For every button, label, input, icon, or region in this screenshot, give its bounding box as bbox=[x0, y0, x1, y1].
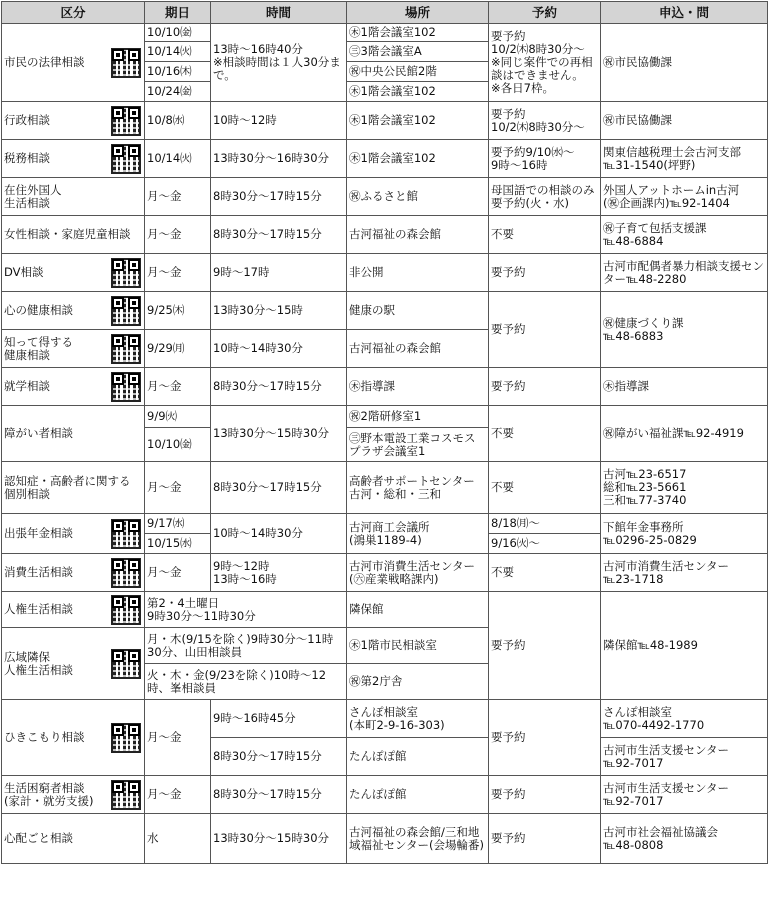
qr-code-icon[interactable] bbox=[111, 106, 141, 136]
category-poverty: 生活困窮者相談 (家計・就労支援) bbox=[2, 776, 145, 814]
category-worry: 心配ごと相談 bbox=[2, 814, 145, 864]
category-human-rights: 人権生活相談 bbox=[2, 592, 145, 628]
qr-code-icon[interactable] bbox=[111, 595, 141, 625]
category-foreign-residents: 在住外国人 生活相談 bbox=[2, 178, 145, 216]
header-contact: 申込・問 bbox=[601, 2, 768, 24]
reservation-cell: 不要 bbox=[489, 216, 601, 254]
consultation-table bbox=[1, 1, 768, 864]
reservation-cell: 要予約 10/2㈭8時30分～ ※同じ案件での再相談はできません。 ※各日7枠。 bbox=[489, 24, 601, 102]
contact-cell: 古河℡23-6517 総和℡23-5661 三和℡77-3740 bbox=[601, 462, 768, 514]
category-dementia: 認知症・高齢者に関する 個別相談 bbox=[2, 462, 145, 514]
date-cell: 10/16㈭ bbox=[145, 62, 211, 82]
time-cell: 8時30分～17時15分 bbox=[211, 216, 347, 254]
contact-cell: 隣保館℡48-1989 bbox=[601, 592, 768, 700]
qr-code-icon[interactable] bbox=[111, 144, 141, 174]
qr-code-icon[interactable] bbox=[111, 649, 141, 679]
date-cell: 月～金 bbox=[145, 216, 211, 254]
date-cell: 9/25㈭ bbox=[145, 292, 211, 330]
reservation-cell: 要予約 bbox=[489, 700, 601, 776]
place-cell: 古河福祉の森会館 bbox=[347, 216, 489, 254]
qr-code-icon[interactable] bbox=[111, 258, 141, 288]
date-cell: 10/14㈫ bbox=[145, 140, 211, 178]
reservation-cell: 要予約 bbox=[489, 292, 601, 368]
contact-cell: 下館年金事務所 ℡0296-25-0829 bbox=[601, 514, 768, 554]
reservation-cell: 要予約 10/2㈭8時30分～ bbox=[489, 102, 601, 140]
category-tax: 税務相談 bbox=[2, 140, 145, 178]
reservation-cell: 不要 bbox=[489, 406, 601, 462]
datetime-cell: 第2・4土曜日 9時30分～11時30分 bbox=[145, 592, 347, 628]
time-cell: 10時～14時30分 bbox=[211, 330, 347, 368]
header-category: 区分 bbox=[2, 2, 145, 24]
reservation-cell: 不要 bbox=[489, 554, 601, 592]
contact-cell: 古河市配偶者暴力相談支援センター℡48-2280 bbox=[601, 254, 768, 292]
contact-cell: ㊗市民協働課 bbox=[601, 102, 768, 140]
place-cell: 非公開 bbox=[347, 254, 489, 292]
reservation-cell: 要予約 bbox=[489, 814, 601, 864]
reservation-cell: 9/16㈫～ bbox=[489, 534, 601, 554]
place-cell: 健康の駅 bbox=[347, 292, 489, 330]
date-cell: 10/15㈬ bbox=[145, 534, 211, 554]
contact-cell: ㊗子育て包括支援課 ℡48-6884 bbox=[601, 216, 768, 254]
place-cell: たんぽぽ館 bbox=[347, 776, 489, 814]
place-cell: ㊗2階研修室1 bbox=[347, 406, 489, 428]
category-mental-health: 心の健康相談 bbox=[2, 292, 145, 330]
time-cell: 8時30分～17時15分 bbox=[211, 368, 347, 406]
place-cell: ㊗中央公民館2階 bbox=[347, 62, 489, 82]
reservation-cell: 不要 bbox=[489, 462, 601, 514]
time-cell: 8時30分～17時15分 bbox=[211, 462, 347, 514]
datetime-cell: 火・木・金(9/23を除く)10時～12時、峯相談員 bbox=[145, 664, 347, 700]
time-cell: 8時30分～17時15分 bbox=[211, 738, 347, 776]
date-cell: 月～金 bbox=[145, 776, 211, 814]
place-cell: 隣保館 bbox=[347, 592, 489, 628]
category-dv: DV相談 bbox=[2, 254, 145, 292]
time-cell: 13時30分～15時30分 bbox=[211, 406, 347, 462]
time-cell: 10時～14時30分 bbox=[211, 514, 347, 554]
time-cell: 9時～12時 13時～16時 bbox=[211, 554, 347, 592]
header-date: 期日 bbox=[145, 2, 211, 24]
place-cell: 古河福祉の森会館 bbox=[347, 330, 489, 368]
contact-cell: 古河市生活支援センター ℡92-7017 bbox=[601, 776, 768, 814]
category-disability: 障がい者相談 bbox=[2, 406, 145, 462]
contact-cell: ㊍指導課 bbox=[601, 368, 768, 406]
reservation-cell: 要予約 bbox=[489, 368, 601, 406]
time-cell: 13時～16時40分 ※相談時間は１人30分まで。 bbox=[211, 24, 347, 102]
place-cell: ㊍1階会議室102 bbox=[347, 102, 489, 140]
place-cell: ㊍1階市民相談室 bbox=[347, 628, 489, 664]
date-cell: 月～金 bbox=[145, 368, 211, 406]
date-cell: 月～金 bbox=[145, 554, 211, 592]
header-row bbox=[2, 2, 768, 24]
header-place: 場所 bbox=[347, 2, 489, 24]
time-cell: 8時30分～17時15分 bbox=[211, 178, 347, 216]
time-cell: 13時30分～15時30分 bbox=[211, 814, 347, 864]
place-cell: ㊍1階会議室102 bbox=[347, 82, 489, 102]
qr-code-icon[interactable] bbox=[111, 558, 141, 588]
place-cell: さんぽ相談室 (本町2-9-16-303) bbox=[347, 700, 489, 738]
date-cell: 月～金 bbox=[145, 462, 211, 514]
date-cell: 9/29㈪ bbox=[145, 330, 211, 368]
reservation-cell: 要予約 bbox=[489, 254, 601, 292]
time-cell: 13時30分～16時30分 bbox=[211, 140, 347, 178]
category-school: 就学相談 bbox=[2, 368, 145, 406]
qr-code-icon[interactable] bbox=[111, 519, 141, 549]
qr-code-icon[interactable] bbox=[111, 372, 141, 402]
reservation-cell: 要予約 bbox=[489, 776, 601, 814]
place-cell: 古河商工会議所 (鴻巣1189-4) bbox=[347, 514, 489, 554]
contact-cell: 古河市社会福祉協議会 ℡48-0808 bbox=[601, 814, 768, 864]
contact-cell: ㊗市民協働課 bbox=[601, 24, 768, 102]
qr-code-icon[interactable] bbox=[111, 780, 141, 810]
reservation-cell: 母国語での相談のみ要予約(火・水) bbox=[489, 178, 601, 216]
time-cell: 9時～17時 bbox=[211, 254, 347, 292]
date-cell: 月～金 bbox=[145, 700, 211, 776]
place-cell: ㊗ふるさと館 bbox=[347, 178, 489, 216]
place-cell: ㊍1階会議室102 bbox=[347, 24, 489, 42]
header-reservation: 予約 bbox=[489, 2, 601, 24]
qr-code-icon[interactable] bbox=[111, 723, 141, 753]
date-cell: 月～金 bbox=[145, 254, 211, 292]
reservation-cell: 8/18㈪～ bbox=[489, 514, 601, 534]
reservation-cell: 要予約9/10㈬～ 9時～16時 bbox=[489, 140, 601, 178]
time-cell: 10時～12時 bbox=[211, 102, 347, 140]
contact-cell: 古河市消費生活センター ℡23-1718 bbox=[601, 554, 768, 592]
category-health: 知って得する 健康相談 bbox=[2, 330, 145, 368]
place-cell: ㊂野本電設工業コスモスプラザ会議室1 bbox=[347, 428, 489, 462]
date-cell: 10/14㈫ bbox=[145, 42, 211, 62]
category-admin: 行政相談 bbox=[2, 102, 145, 140]
place-cell: 古河福祉の森会館/三和地域福祉センター(会場輪番) bbox=[347, 814, 489, 864]
place-cell: ㊗第2庁舎 bbox=[347, 664, 489, 700]
time-cell: 9時～16時45分 bbox=[211, 700, 347, 738]
contact-cell: さんぽ相談室 ℡070-4492-1770 bbox=[601, 700, 768, 738]
date-cell: 水 bbox=[145, 814, 211, 864]
qr-code-icon[interactable] bbox=[111, 296, 141, 326]
place-cell: ㊍1階会議室102 bbox=[347, 140, 489, 178]
contact-cell: 古河市生活支援センター ℡92-7017 bbox=[601, 738, 768, 776]
contact-cell: ㊗健康づくり課 ℡48-6883 bbox=[601, 292, 768, 368]
contact-cell: 関東信越税理士会古河支部 ℡31-1540(坪野) bbox=[601, 140, 768, 178]
date-cell: 10/10㈮ bbox=[145, 428, 211, 462]
place-cell: たんぽぽ館 bbox=[347, 738, 489, 776]
date-cell: 9/9㈫ bbox=[145, 406, 211, 428]
place-cell: 高齢者サポートセンター 古河・総和・三和 bbox=[347, 462, 489, 514]
place-cell: 古河市消費生活センター (㊅産業戦略課内) bbox=[347, 554, 489, 592]
qr-code-icon[interactable] bbox=[111, 48, 141, 78]
contact-cell: 外国人アットホームin古河 (㊗企画課内)℡92-1404 bbox=[601, 178, 768, 216]
category-consumer: 消費生活相談 bbox=[2, 554, 145, 592]
qr-code-icon[interactable] bbox=[111, 334, 141, 364]
reservation-cell: 要予約 bbox=[489, 592, 601, 700]
time-cell: 8時30分～17時15分 bbox=[211, 776, 347, 814]
category-women: 女性相談・家庭児童相談 bbox=[2, 216, 145, 254]
datetime-cell: 月・木(9/15を除く)9時30分～11時30分、山田相談員 bbox=[145, 628, 347, 664]
contact-cell: ㊗障がい福祉課℡92-4919 bbox=[601, 406, 768, 462]
category-hikikomori: ひきこもり相談 bbox=[2, 700, 145, 776]
category-legal: 市民の法律相談 bbox=[2, 24, 145, 102]
category-wide-area: 広域隣保 人権生活相談 bbox=[2, 628, 145, 700]
place-cell: ㊍指導課 bbox=[347, 368, 489, 406]
time-cell: 13時30分～15時 bbox=[211, 292, 347, 330]
date-cell: 10/10㈮ bbox=[145, 24, 211, 42]
place-cell: ㊂3階会議室A bbox=[347, 42, 489, 62]
date-cell: 月～金 bbox=[145, 178, 211, 216]
header-time: 時間 bbox=[211, 2, 347, 24]
date-cell: 9/17㈬ bbox=[145, 514, 211, 534]
date-cell: 10/8㈬ bbox=[145, 102, 211, 140]
date-cell: 10/24㈮ bbox=[145, 82, 211, 102]
category-pension: 出張年金相談 bbox=[2, 514, 145, 554]
